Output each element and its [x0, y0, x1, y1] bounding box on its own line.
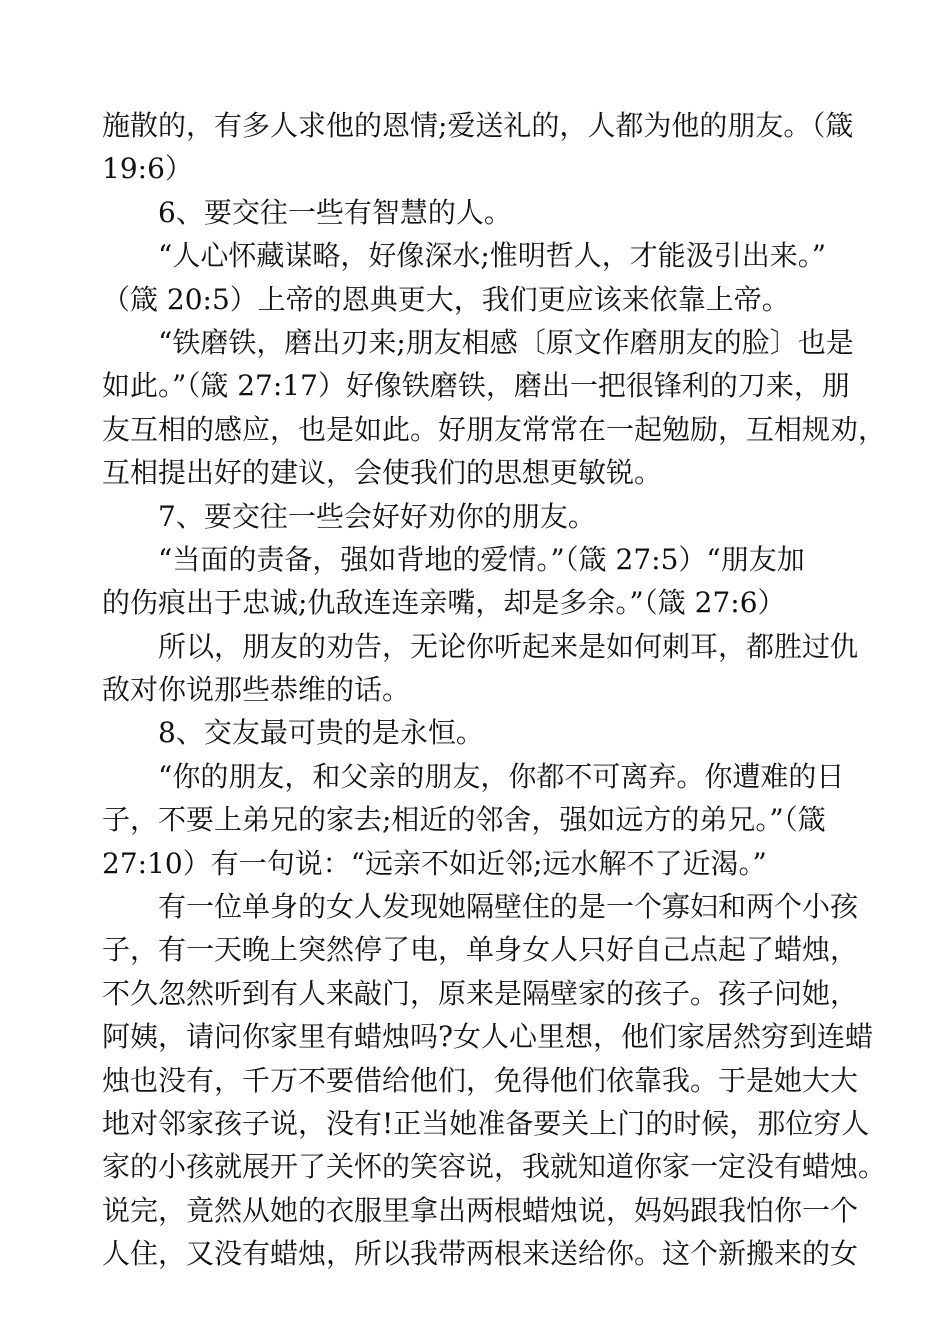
text-line: 互相提出好的建议，会使我们的思想更敏锐。: [102, 456, 663, 490]
document-body: [102, 104, 887, 1276]
text-line: “人心怀藏谋略，好像深水;惟明哲人，才能汲引出来。”: [102, 239, 827, 273]
text-line: 说完，竟然从她的衣服里拿出两根蜡烛说，妈妈跟我怕你一个: [102, 1193, 859, 1227]
text-line: 敌对你说那些恭维的话。: [102, 673, 411, 707]
text-line: 子，有一天晚上突然停了电，单身女人只好自己点起了蜡烛，: [102, 933, 859, 967]
text-line: 施散的，有多人求他的恩情;爱送礼的，人都为他的朋友。（箴: [102, 109, 854, 142]
text-line: “铁磨铁，磨出刃来;朋友相感〔原文作磨朋友的脸〕也是: [102, 325, 854, 359]
text-line: 子，不要上弟兄的家去;相近的邻舍，强如远方的弟兄。”（箴: [102, 803, 826, 837]
text-line: （箴 20:5）上帝的恩典更大，我们更应该来依靠上帝。: [102, 282, 790, 316]
text-line: 如此。”（箴 27:17）好像铁磨铁，磨出一把很锋利的刀来，朋: [102, 369, 850, 403]
text-line: 不久忽然听到有人来敲门，原来是隔壁家的孩子。孩子问她，: [102, 976, 859, 1010]
text-line: 6、要交往一些有智慧的人。: [102, 195, 512, 229]
text-line: 友互相的感应，也是如此。好朋友常常在一起勉励，互相规劝，: [102, 412, 887, 446]
text-line: 27:10）有一句说：“远亲不如近邻;远水解不了近渴。”: [102, 846, 767, 880]
text-line: 阿姨，请问你家里有蜡烛吗?女人心里想，他们家居然穷到连蜡: [102, 1020, 874, 1054]
text-line: 烛也没有，千万不要借给他们，免得他们依靠我。于是她大大: [102, 1063, 859, 1097]
text-line: 7、要交往一些会好好劝你的朋友。: [102, 499, 596, 533]
text-line: 人住，又没有蜡烛，所以我带两根来送给你。这个新搬来的女: [102, 1237, 859, 1271]
text-line: 地对邻家孩子说，没有!正当她准备要关上门的时候，那位穷人: [102, 1106, 870, 1140]
text-line: “你的朋友，和父亲的朋友，你都不可离弃。你遭难的日: [102, 759, 845, 793]
text-line: 所以，朋友的劝告，无论你听起来是如何刺耳，都胜过仇: [102, 629, 859, 663]
text-line: 家的小孩就展开了关怀的笑容说，我就知道你家一定没有蜡烛。: [102, 1150, 887, 1184]
text-line: 8、交友最可贵的是永恒。: [102, 716, 484, 750]
text-line: 有一位单身的女人发现她隔壁住的是一个寡妇和两个小孩: [102, 890, 859, 924]
text-line: “当面的责备，强如背地的爱情。”（箴 27:5）“朋友加: [102, 542, 805, 576]
text-line: 19:6）: [102, 152, 193, 186]
text-line: 的伤痕出于忠诚;仇敌连连亲嘴，却是多余。”（箴 27:6）: [102, 586, 786, 620]
